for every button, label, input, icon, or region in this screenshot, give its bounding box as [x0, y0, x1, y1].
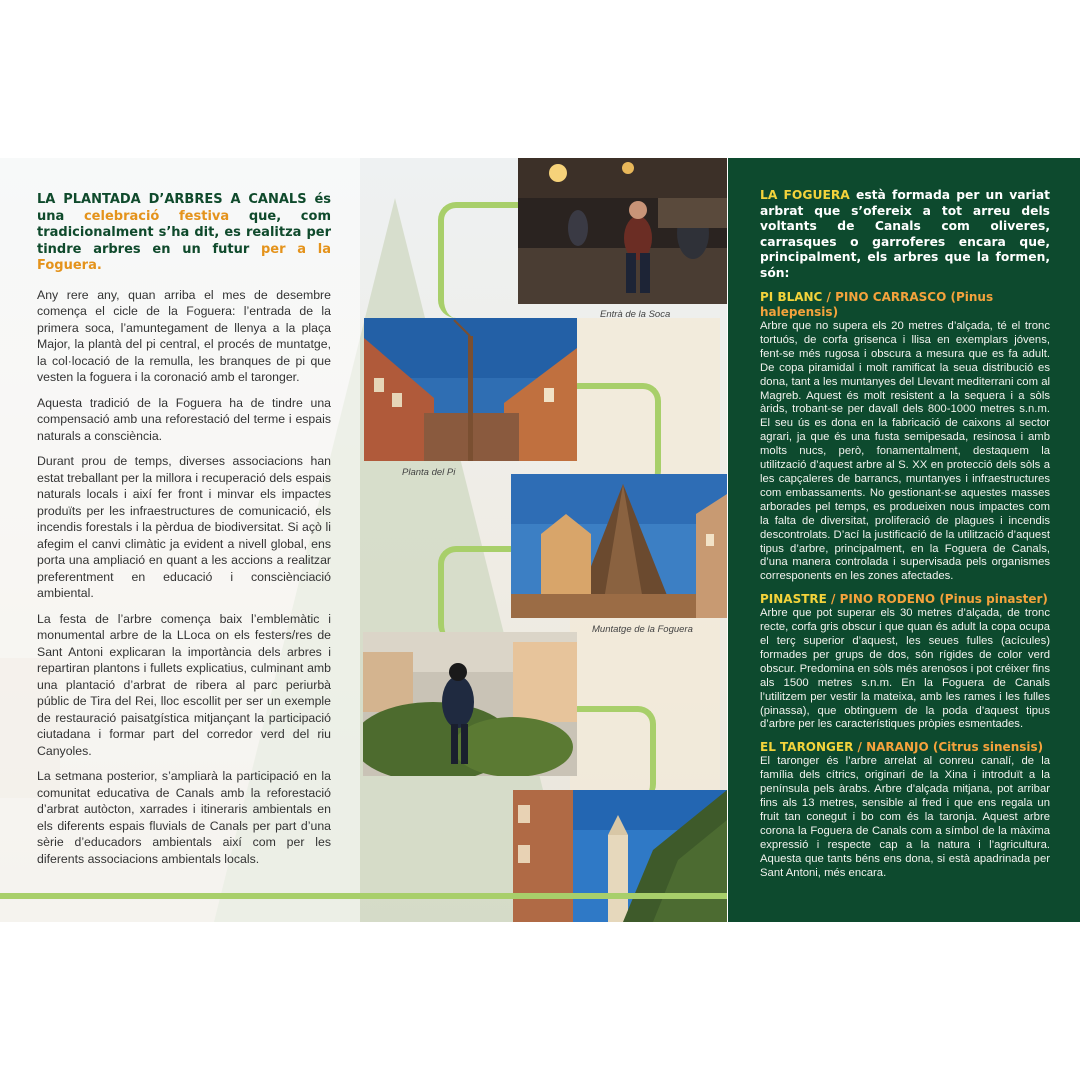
section-heading-pinastre: [760, 592, 1050, 607]
photo-entra-de-la-soca: [518, 158, 727, 304]
caption-muntatge-de-la-foguera: Muntatge de la Foguera: [592, 624, 693, 635]
photo-muntatge-de-la-foguera: [511, 474, 727, 618]
photo-planta-del-pi: [364, 318, 577, 461]
section-text-taronger: El taronger és l’arbre arrelat al conreu canalí, de la família dels cítrics, originari de la Xina i introduït a la península pels àrabs. Arbre d’alçada mitjana, pot arribar fins als 13 metres, sensible al fred i que ens regala un fruit tan conegut i bo com és la taronja. Aquest arbre corona la Foguera de Canals com a símbol de la màxima expressió i respecte cap a la natura i l’agricultura. Aquesta que tants béns ens dona, si està apadrinada per Sant Antoni, més encara.: [760, 755, 1050, 879]
photo-festers-carrying-branches: [363, 632, 577, 776]
foguera-label: LA FOGUERA: [760, 188, 850, 202]
foguera-intro-text: està formada per un variat arbrat que s’ofereix a tot arreu dels voltants de Canals com oliveres, carrasques o garroferes encara que, principalment, els arbres que la formen, són:: [760, 188, 1050, 280]
intro-part-1: LA PLANTADA D’ARBRES A CANALS és una: [37, 192, 331, 224]
pinastre-name-es: PINO RODENO (Pinus pinaster): [839, 592, 1048, 607]
right-text: [760, 188, 1050, 889]
pi-blanc-name-es: PINO CARRASCO (Pinus halepensis): [760, 290, 994, 319]
left-text-column: [37, 192, 331, 876]
paragraph-associacions: Durant prou de temps, diverses associacions han estat treballant per la millora i recuperació dels espais naturals locals i així fer front i minvar els impactes produïts per les infraestructures de comunicació, els incendis forestals i la pèrdua de biodiversitat. Si açò li afegim el canvi climàtic ja evident a nivell global, ens porta una ampliació en quant a les accions a realitzar preferentment en educació i consciènciació ambiental.: [37, 454, 331, 600]
paragraph-compensacio: Aquesta tradició de la Foguera ha de tindre una compensació amb una reforestació del terme i espais naturals a consciència.: [37, 395, 331, 443]
section-text-pinastre: Arbre que pot superar els 30 metres d’alçada, de tronc recte, corfa gris obscur i que quan és adult la copa ocupa el terç superior d’aquest, les seues fulles (acícules) formades per grups de dos, són rígides de color verd obscur. Predomina en sòls més arenosos i pot créixer fins als 1500 metres s.n.m. En la Foguera de Canals l’utilitzem per vestir la mateixa, amb les rames i les fulles (pinassa), que obtinguem de la poda d’aquest tipus d’arbre per les característiques pròpies esmentades.: [760, 607, 1050, 731]
pinastre-name: PINASTRE: [760, 592, 827, 607]
taronger-name-es: NARANJO (Citrus sinensis): [866, 740, 1044, 755]
taronger-separator: /: [853, 740, 867, 755]
bottom-green-rule: [0, 893, 727, 899]
section-text-pi-blanc: Arbre que no supera els 20 metres d’alçada, té el tronc tortuós, de corfa grisenca i llisa en exemplars jóvens, fent-se més rugosa i obscura a mesura que es fa adult. De copa piramidal i molt ramificat la seua distribució es dona, tant a les muntanyes del Llevant mediterrani com al Magreb. Aquest és molt resistent a la sequera i a sòls àrids, trobant-se per davall dels 800-1000 metres s.n.m. El seu ús es dona en la fabricació de caixons al sector agrari, ja que és una fusta semipesada, resinosa i amb molts nucs, però, fonamentalment, destaquem la utilització d’aquest arbre al S. XX en protecció dels sòls a les capçaleres de barrancs, muntanyes i infraestructures com embassaments. No gestionant-se aquestes masses arborades pel temps, es produeixen nous impactes com la falta de diversitat, proliferació de plagues i incendis descontrolats. D’ací la justificació de la utilització d’aquest tipus d’arbre, principalment, en la Foguera de Canals, d’una manera controlada i supervisada pels organismes corresponents en les zones afectades.: [760, 320, 1050, 583]
section-heading-pi-blanc: [760, 290, 1050, 320]
intro-part-2: que, com tradicionalment s’ha dit, es realitza per tindre arbres en un futur: [37, 208, 331, 257]
paragraph-setmana-posterior: La setmana posterior, s’ampliarà la participació en la comunitat educativa de Canals amb la reforestació d’arbrat autòcton, xarrades i itineraris ambientals en els diferents espais fluvials de Canals per part d’una sèrie d’educadors ambientals així com per les diferents associacions ambientals locals.: [37, 769, 331, 866]
intro-heading: [37, 192, 331, 275]
intro-highlight-1: celebració festiva: [83, 208, 230, 224]
intro-highlight-2: per a la Foguera.: [37, 241, 332, 273]
pi-blanc-name: PI BLANC: [760, 290, 823, 304]
caption-entra-de-la-soca: Entrà de la Soca: [600, 309, 671, 320]
photo-tower-and-foguera: [513, 790, 727, 922]
section-heading-taronger: [760, 740, 1050, 755]
paragraph-festa-arbre: La festa de l’arbre comença baix l’emblemàtic i monumental arbre de la LLoca on els festers/res de Sant Antoni explicaran la importància dels arbres i repartiran plantons i fullets explicatius, culminant amb una plantació d’arbrat de ribera al parc periurbà públic de Tira del Rei, lloc escollit per ser un exemple de restauració paisatgística mitjançant la participació ciutadana i formar part del corredor verd del riu Canyoles.: [37, 611, 331, 758]
paragraph-cicle-foguera: Any rere any, quan arriba el mes de desembre comença el cicle de la Foguera: l’entrada de la primera soca, l’amuntegament de llenya a la plaça Major, la plantà del pi central, el procés de muntatge, la col·locació de la remulla, les branques de pi que vesten la foguera i la coronació amb el taronger.: [37, 287, 331, 384]
foguera-intro: [760, 188, 1050, 281]
brochure-spread: [0, 158, 1080, 922]
right-green-column: [728, 158, 1080, 922]
pi-blanc-separator: /: [822, 290, 836, 304]
caption-planta-del-pi: Planta del Pi: [402, 467, 456, 478]
pinastre-separator: /: [826, 592, 840, 607]
taronger-name: EL TARONGER: [760, 740, 854, 755]
